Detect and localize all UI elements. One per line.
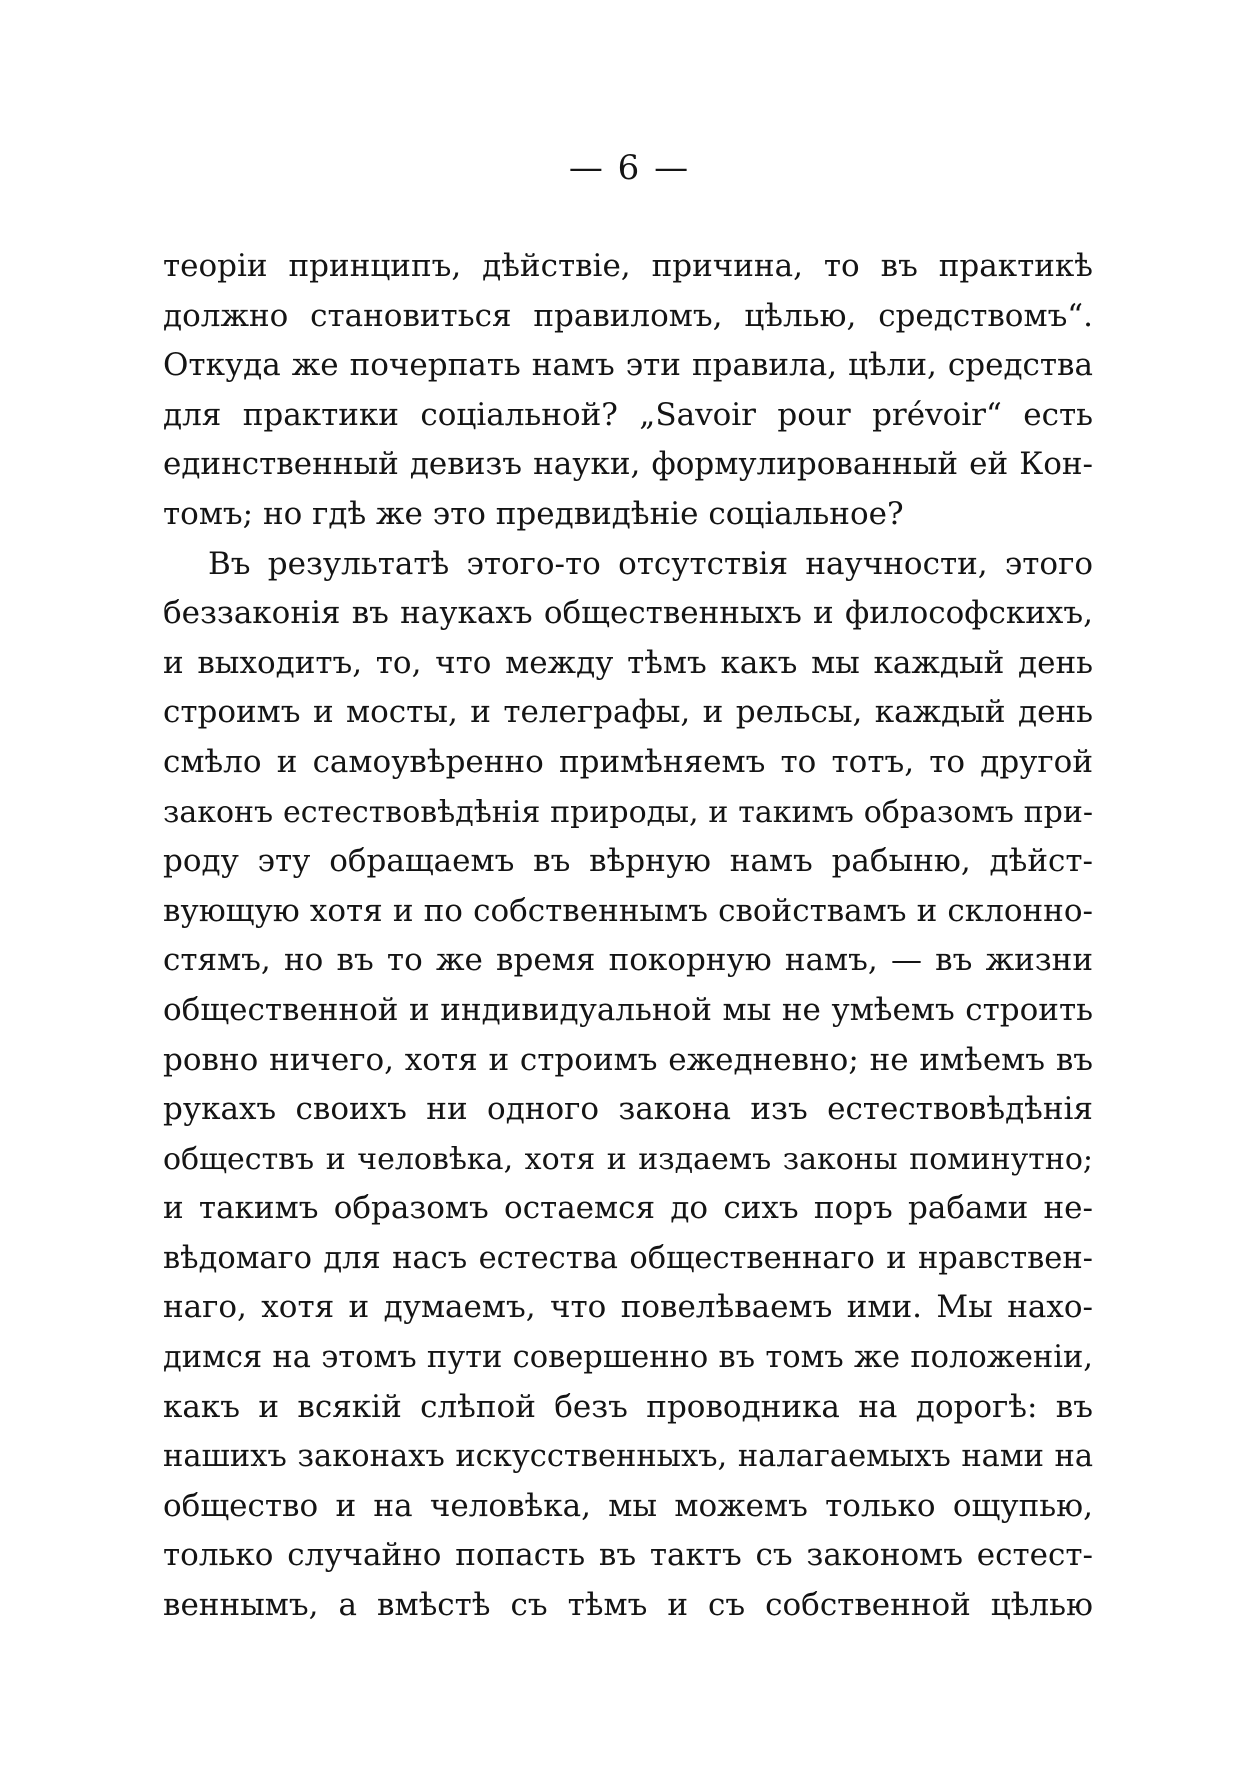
text-line: только случайно попасть въ тактъ съ закономъ естест- [163, 1537, 1093, 1574]
text-line: беззаконія въ наукахъ общественныхъ и философскихъ, [163, 595, 1093, 632]
text-line: ровно ничего, хотя и строимъ ежедневно; не имѣемъ въ [163, 1041, 1093, 1078]
text-line: строимъ и мосты, и телеграфы, и рельсы, каждый день [163, 694, 1093, 731]
text-line: наго, хотя и думаемъ, что повелѣваемъ ими. Мы нахо- [163, 1289, 1093, 1326]
text-line: и такимъ образомъ остаемся до сихъ поръ рабами не- [163, 1190, 1093, 1227]
text-line: должно становиться правиломъ, цѣлью, средствомъ“. [163, 297, 1093, 334]
text-line: томъ; но гдѣ же это предвидѣніе соціальное? [163, 495, 904, 532]
text-line: вующую хотя и по собственнымъ свойствамъ и склонно- [163, 892, 1093, 929]
text-line: для практики соціальной? „Savoir pour prévoir“ есть [163, 396, 1093, 433]
paragraph-start-line: Въ результатѣ этого-то отсутствія научности, этого [208, 545, 1093, 582]
text-line: веннымъ, а вмѣстѣ съ тѣмъ и съ собственной цѣлью [163, 1587, 1093, 1624]
body-text [163, 242, 1093, 1631]
text-line: и выходитъ, то, что между тѣмъ какъ мы каждый день [163, 644, 1093, 681]
text-line: стямъ, но въ то же время покорную намъ, — въ жизни [163, 942, 1093, 979]
text-line: Откуда же почерпать намъ эти правила, цѣли, средства [163, 347, 1093, 384]
text-line: смѣло и самоувѣренно примѣняемъ то тотъ, то другой [163, 743, 1093, 780]
text-line: димся на этомъ пути совершенно въ томъ же положеніи, [163, 1340, 1093, 1376]
text-line: роду эту обращаемъ въ вѣрную намъ рабыню, дѣйст- [163, 843, 1093, 880]
text-line: нашихъ законахъ искусственныхъ, налагаемыхъ нами на [163, 1439, 1093, 1475]
text-line: какъ и всякій слѣпой безъ проводника на дорогѣ: въ [163, 1388, 1093, 1425]
text-line: единственный девизъ науки, формулированный ей Кон- [163, 446, 1093, 483]
text-line: теоріи принципъ, дѣйствіе, причина, то въ практикѣ [163, 248, 1093, 284]
text-line: общественной и индивидуальной мы не умѣемъ строить [163, 991, 1093, 1028]
text-line: рукахъ своихъ ни одного закона изъ естествовѣдѣнія [163, 1091, 1093, 1128]
text-line: обществъ и человѣка, хотя и издаемъ законы поминутно; [163, 1141, 1093, 1177]
text-line: общество и на человѣка, мы можемъ только ощупью, [163, 1487, 1093, 1524]
page-number: — 6 — [568, 148, 691, 188]
text-line: вѣдомаго для насъ естества общественнаго и нравствен- [163, 1240, 1093, 1276]
text-line: законъ естествовѣдѣнія природы, и такимъ образомъ при- [163, 794, 1093, 830]
